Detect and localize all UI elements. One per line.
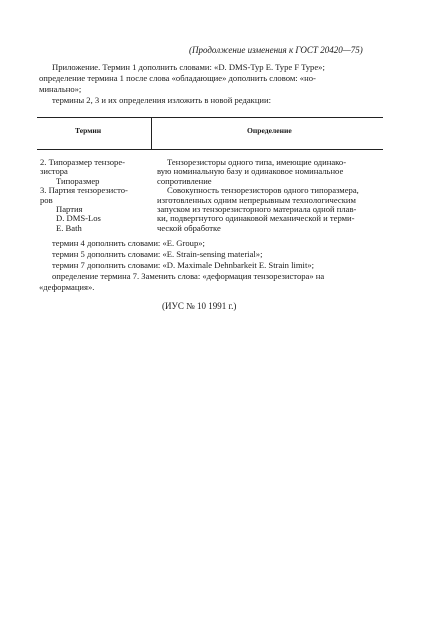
publication-reference: (ИУС № 10 1991 г.)	[162, 301, 237, 311]
term-3-line-3: Партия	[56, 204, 83, 214]
term-3-line-5: E. Bath	[56, 223, 82, 233]
term-2-line-3: Типоразмер	[56, 176, 100, 186]
after-line-5: «деформация».	[39, 282, 95, 292]
definition-line-7: ки, подвергнутого одинаковой механической и терми-	[157, 213, 355, 223]
definition-line-8: ческой обработке	[157, 223, 221, 233]
term-3-line-1: 3. Партия тензорезисто-	[40, 185, 128, 195]
continuation-header: (Продолжение изменения к ГОСТ 20420—75)	[189, 45, 363, 55]
definition-line-1: Тензорезисторы одного типа, имеющие одинако-	[167, 157, 347, 167]
table-header-term: Термин	[75, 126, 102, 135]
definition-line-6: запуском из тензорезисторного материала одной плав-	[157, 204, 357, 214]
table-column-divider	[151, 117, 152, 150]
after-line-4: определение термина 7. Заменить слова: «деформация тензорезистора» на	[52, 271, 325, 281]
table-top-rule	[37, 117, 383, 118]
intro-line-3: минально»;	[39, 84, 82, 94]
definition-line-4: Совокупность тензорезисторов одного типоразмера,	[167, 185, 359, 195]
term-3-line-4: D. DMS-Los	[56, 213, 101, 223]
term-2-line-1: 2. Типоразмер тензоре-	[40, 157, 125, 167]
after-line-3: термин 7 дополнить словами: «D. Maximale Dehnbarkeit E. Strain limit»;	[52, 260, 315, 270]
table-header-definition: Определение	[247, 126, 292, 135]
intro-line-4: термины 2, 3 и их определения изложить в новой редакции:	[52, 95, 272, 105]
intro-line-1: Приложение. Термин 1 дополнить словами: «D. DMS-Typ E. Type F Type»;	[52, 62, 325, 72]
definition-line-5: изготовленных одним непрерывным технологическим	[157, 195, 356, 205]
intro-line-2: определение термина 1 после слова «обладающие» дополнить словом: «но-	[39, 73, 316, 83]
after-line-1: термин 4 дополнить словами: «E. Group»;	[52, 238, 205, 248]
table-header-rule	[37, 149, 383, 150]
after-line-2: термин 5 дополнить словами: «E. Strain-sensing material»;	[52, 249, 263, 259]
term-3-line-2: ров	[40, 195, 53, 205]
definition-line-3: сопротивление	[157, 176, 212, 186]
definition-line-2: вую номинальную базу и одинаковое номинальное	[157, 166, 344, 176]
term-2-line-2: зистора	[40, 166, 68, 176]
